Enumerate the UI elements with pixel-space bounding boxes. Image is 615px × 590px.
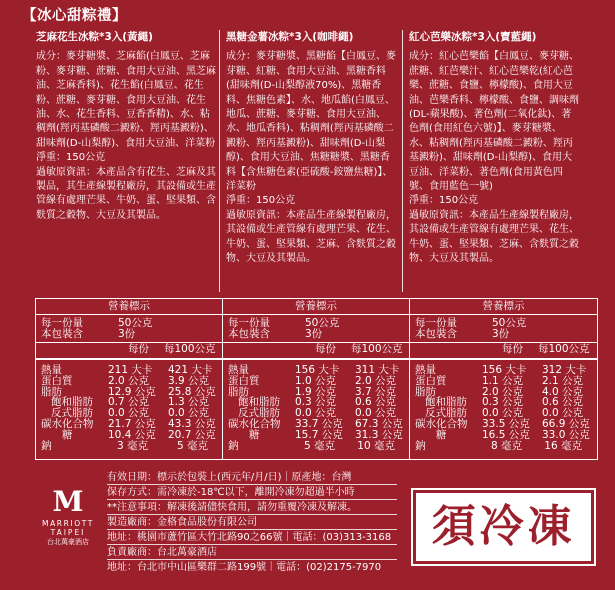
column-divider xyxy=(402,30,403,292)
rule xyxy=(410,358,597,360)
nutrition-row: 糖 16.5 公克 33.0 公克 xyxy=(436,428,590,441)
info-line: 負責廠商：台北萬豪酒店 xyxy=(107,545,391,560)
nutrition-row: 脂肪 2.0 公克 4.0 公克 xyxy=(415,385,584,398)
nutrition-row: 碳水化合物 21.7 公克 43.3 公克 xyxy=(41,417,216,430)
nutrition-row: 碳水化合物 33.7 公克 67.3 公克 xyxy=(228,417,403,430)
allergen-info: 過敏原資訊：本產品生產線製程廠房，其設備或生產管線有處理芒果、花生、牛奶、蛋、堅果類、芝麻、含麩質之穀物、大豆及其製品。 xyxy=(226,209,396,265)
nutrition-row: 反式脂肪 0.0 公克 0.0 公克 xyxy=(51,407,210,420)
info-line: 有效日期：標示於包裝上(西元年/月/日)｜原產地：台灣 xyxy=(107,470,391,485)
nutrition-row: 蛋白質 1.1 公克 2.1 公克 xyxy=(415,374,584,387)
ingredients-text: 成分：麥芽糖漿、黑糖餡【白鳳豆、麥芽糖、紅糖、食用大豆油、黑糖香料(甜味劑(D-山梨醇液70%)、黑糖香料、焦糖色素】、水、地瓜餡(白鳳豆、地瓜、蔗糖、麥芽糖、食用大豆油、水、地瓜香料)、粘稠劑(羥丙基磷酸二澱粉、羥丙基澱粉)、甜味劑(D-山梨醇)、食用大豆油、焦糖糖漿、黑糖香料【含焦糖色素(亞硫酸-銨鹽焦糖)】、洋菜粉 xyxy=(226,51,396,193)
net-weight: 淨重：150公克 xyxy=(36,152,106,164)
serving-size: 每一份量 50公克 xyxy=(415,317,527,329)
info-line: 保存方式：需冷凍於-18℃以下，離開冷凍勿超過半小時 xyxy=(107,485,391,500)
nutrition-row: 反式脂肪 0.0 公克 0.0 公克 xyxy=(425,407,584,420)
servings-per-pack: 本包裝含 3份 xyxy=(41,328,136,340)
column-headers: 每份 每100公克 xyxy=(128,343,216,355)
rule xyxy=(36,314,222,315)
ingredients-text: 成分：麥芽糖漿、芝麻餡(白鳳豆、芝麻粉、麥芽糖、蔗糖、食用大豆油、黑芝麻油、芝麻香料)、花生餡(白鳳豆、花生粉、蔗糖、麥芽糖、食用大豆油、花生油、水、花生香料、豆香香精)、水、粘稠劑(羥丙基磷酸二澱粉、羥丙基澱粉)、甜味劑(D-山梨醇)、食用大豆油、洋菜粉 xyxy=(36,51,216,149)
nutrition-tables xyxy=(35,298,598,460)
product-panel-sesame-peanut xyxy=(36,30,219,223)
nutrition-row: 飽和脂肪 0.7 公克 1.3 公克 xyxy=(51,396,210,409)
nutrition-header: 營養標示 xyxy=(295,300,337,312)
nutrition-panel xyxy=(223,299,409,459)
rule xyxy=(410,314,597,315)
frozen-stamp: 須冷凍 xyxy=(413,490,594,564)
servings-per-pack: 本包裝含 3份 xyxy=(415,328,510,340)
nutrition-row: 熱量 156 大卡 312 大卡 xyxy=(415,364,587,376)
info-line: **注意事項：解凍後請儘快食用，請勿重覆冷凍及解凍。 xyxy=(107,500,391,515)
nutrition-row: 鈉 3 毫克 5 毫克 xyxy=(41,439,208,452)
nutrition-header: 營養標示 xyxy=(108,300,150,312)
nutrition-row: 蛋白質 2.0 公克 3.9 公克 xyxy=(41,374,210,387)
logo-brand: MARRIOTT xyxy=(42,519,94,528)
marriott-m-icon: M xyxy=(52,485,84,518)
allergen-info: 過敏原資訊：本產品含有花生、芝麻及其製品，其生產線製程廠房，其設備或生產管線有處理芒果、牛奶、蛋、堅果類、含麩質之穀物、大豆及其製品。 xyxy=(36,166,216,221)
nutrition-header: 營養標示 xyxy=(482,300,525,312)
nutrition-row: 飽和脂肪 0.3 公克 0.6 公克 xyxy=(425,396,584,409)
ingredients-text: 成分：紅心芭樂餡【白鳳豆、麥芽糖、蔗糖、紅芭樂汁、紅心芭樂乾(紅心芭樂、蔗糖、食鹽、檸檬酸)、食用大豆油、芭樂香料、檸檬酸、食鹽、調味劑(DL-蘋果酸)、著色劑(二氧化鈦)、著色劑(食用紅色六號)】、麥芽糖漿、水、粘稠劑(羥丙基磷酸二澱粉、羥丙基澱粉)、甜味劑(D-山梨醇)、食用大豆油、洋菜粉、著色劑(食用黃色四號、食用藍色一號) xyxy=(409,51,579,193)
column-headers: 每份 每100公克 xyxy=(502,343,590,355)
nutrition-row: 糖 10.4 公克 20.7 公克 xyxy=(62,428,216,441)
rule xyxy=(223,314,409,315)
nutrition-row: 鈉 8 毫克 16 毫克 xyxy=(415,439,582,452)
info-line: 製造廠商：金格食品股份有限公司 xyxy=(107,515,391,530)
info-line: 地址：桃園市蘆竹區大竹北路90之66號｜電話：(03)313-3168 xyxy=(107,530,391,545)
nutrition-row: 鈉 5 毫克 10 毫克 xyxy=(228,439,395,452)
logo-city: TAIPEI xyxy=(50,528,86,537)
rule xyxy=(36,358,222,360)
serving-size: 每一份量 50公克 xyxy=(41,317,153,329)
rule xyxy=(223,358,409,360)
logo-hotel-name: 台北萬豪酒店 xyxy=(47,538,89,546)
product-info-footer xyxy=(107,470,391,575)
nutrition-row: 脂肪 12.9 公克 25.8 公克 xyxy=(41,385,216,398)
product-name: 芝麻花生冰粽*3入(黃繩) xyxy=(36,31,153,43)
nutrition-panel xyxy=(36,299,222,459)
nutrition-row: 飽和脂肪 0.3 公克 0.6 公克 xyxy=(238,396,397,409)
nutrition-row: 蛋白質 1.0 公克 2.0 公克 xyxy=(228,374,397,387)
product-panel-brown-sugar-sweet-potato xyxy=(226,30,398,267)
nutrition-row: 脂肪 1.9 公克 3.7 公克 xyxy=(228,385,397,398)
serving-size: 每一份量 50公克 xyxy=(228,317,340,329)
nutrition-row: 熱量 211 大卡 421 大卡 xyxy=(41,364,213,376)
net-weight: 淨重：150公克 xyxy=(226,195,296,207)
nutrition-row: 糖 15.7 公克 31.3 公克 xyxy=(249,428,403,441)
servings-per-pack: 本包裝含 3份 xyxy=(228,328,323,340)
page-title: 【冰心甜粽禮】 xyxy=(22,8,127,24)
marriott-logo xyxy=(33,487,103,547)
product-name: 黑糖金薯冰粽*3入(咖啡繩) xyxy=(226,31,354,43)
nutrition-panel xyxy=(410,299,597,459)
column-headers: 每份 每100公克 xyxy=(315,343,403,355)
product-panel-red-guava xyxy=(409,30,581,267)
product-name: 紅心芭樂冰粽*3入(寶藍繩) xyxy=(409,31,537,43)
nutrition-row: 熱量 156 大卡 311 大卡 xyxy=(228,364,400,376)
nutrition-row: 碳水化合物 33.5 公克 66.9 公克 xyxy=(415,417,590,430)
info-line: 地址：台北市中山區樂群二路199號｜電話：(02)2175-7970 xyxy=(107,562,382,573)
allergen-info: 過敏原資訊：本產品生產線製程廠房，其設備或生產管線有處理芒果、花生、牛奶、蛋、堅果類、芝麻、含麩質之穀物、大豆及其製品。 xyxy=(409,209,579,265)
column-divider xyxy=(219,30,220,292)
net-weight: 淨重：150公克 xyxy=(409,195,479,207)
nutrition-row: 反式脂肪 0.0 公克 0.0 公克 xyxy=(238,407,397,420)
